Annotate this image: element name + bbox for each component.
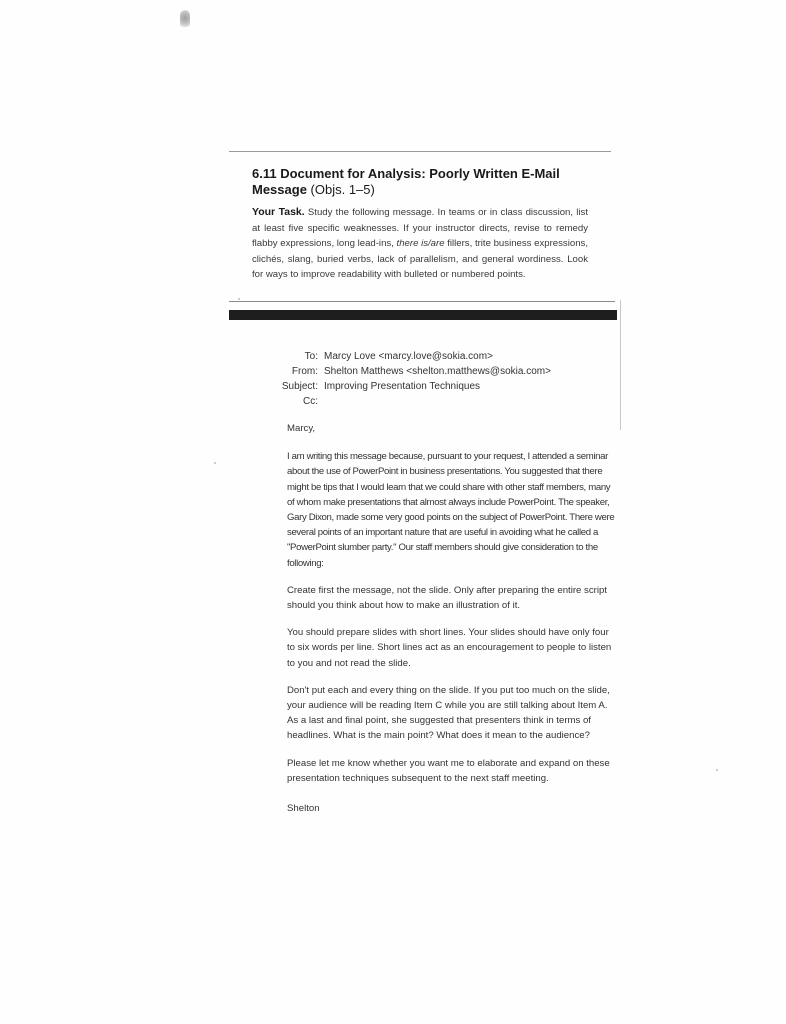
- email-paragraph: Please let me know whether you want me to elaborate and expand on these presentation techniques subsequent to the next staff meeting.: [287, 757, 610, 784]
- email-window-edge: [620, 300, 621, 430]
- exercise-title: Document for Analysis: Poorly Written E-Mail: [280, 166, 560, 181]
- header-cc-label: Cc:: [303, 396, 318, 407]
- exercise-title-line2: Message: [252, 182, 307, 197]
- header-subject: [255, 379, 551, 394]
- task-text-1: Study the following message. In teams or in class discussion, list at least five specific weaknesses. If your instructor directs, revise to remedy flabby expressions, long lead-ins,: [252, 207, 588, 250]
- header-to-value: Marcy Love <marcy.love@sokia.com>: [324, 351, 493, 362]
- header-subject-label: Subject:: [281, 381, 318, 392]
- header-from-value: Shelton Matthews <shelton.matthews@sokia.com>: [324, 366, 551, 377]
- scan-speck: [238, 298, 240, 300]
- header-from: [255, 364, 551, 379]
- task-text-italic: there is/are: [396, 238, 445, 250]
- header-subject-value: Improving Presentation Techniques: [324, 381, 481, 392]
- scan-speck: [214, 462, 216, 464]
- email-paragraph: You should prepare slides with short lines. Your slides should have only four to six words per line. Short lines act as an encouragement to people to listen to you and not read the slide.: [287, 627, 612, 669]
- exercise-number: 6.11: [252, 166, 277, 181]
- header-from-label: From:: [291, 366, 318, 377]
- email-window-top-border: [229, 301, 615, 302]
- exercise-objectives: (Objs. 1–5): [310, 182, 375, 197]
- exercise-heading: [252, 166, 612, 198]
- header-cc: [255, 394, 551, 409]
- task-text-2: fillers, trite business expressions, clichés, slang, buried verbs, lack of parallelism, and general wordiness. Look for ways to improve readability with bulleted or numbered points.: [252, 238, 588, 281]
- email-headers: [255, 349, 551, 409]
- task-lead: Your Task.: [252, 206, 305, 218]
- email-paragraph: Don't put each and every thing on the slide. If you put too much on the slide, your audience will be reading Item C while you are still talking about Item A. As a last and final point, she suggested that presenters think in terms of headlines. What is the main point? What does it mean to the audience?: [287, 684, 610, 742]
- scan-speck: [716, 769, 718, 771]
- email-paragraph: I am writing this message because, pursuant to your request, I attended a seminar about the use of PowerPoint in business presentations. You suggested that there might be tips that I would learn that we could share with other staff members, many of whom make presentations that almost always include PowerPoint. The speaker, Gary Dixon, made some very good points on the subject of PowerPoint. There were several points of an important nature that are useful in avoiding what he called a "PowerPoint slumber party." Our staff members should give consideration to the following:: [287, 451, 615, 569]
- binder-hole-mark: [180, 10, 190, 30]
- email-signature: Shelton: [287, 803, 320, 815]
- email-greeting: Marcy,: [287, 423, 316, 434]
- email-paragraph: Create first the message, not the slide. Only after preparing the entire script should you think about how to make an illustration of it.: [287, 584, 607, 612]
- email-body: [287, 421, 619, 828]
- section-rule: [229, 151, 611, 152]
- header-to: [255, 349, 551, 364]
- task-instructions: [252, 205, 588, 283]
- header-to-label: To:: [304, 351, 318, 362]
- email-title-bar: [229, 310, 617, 320]
